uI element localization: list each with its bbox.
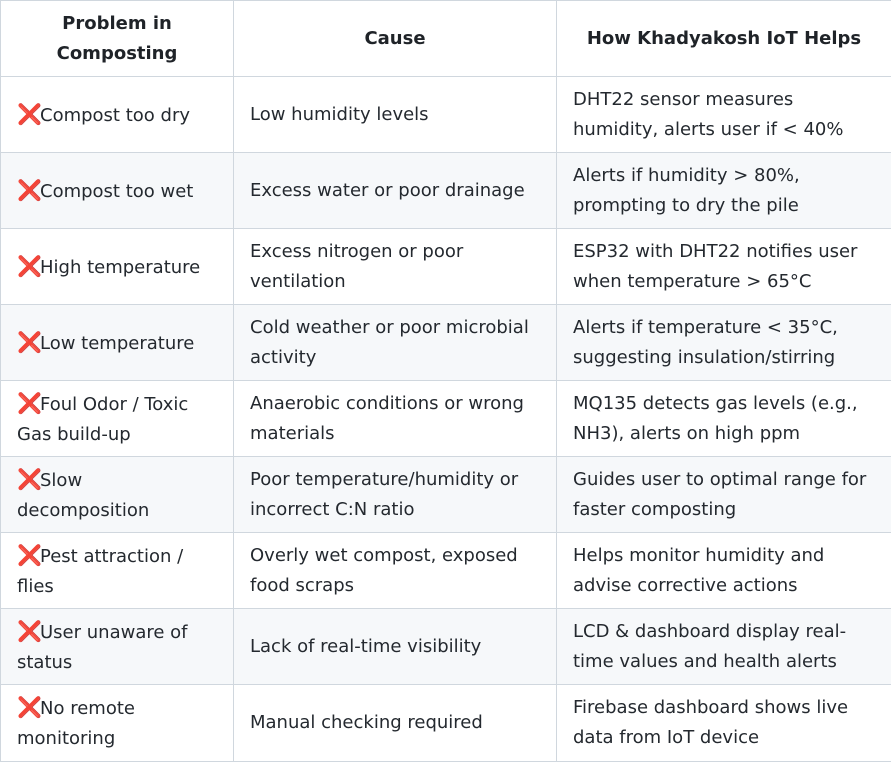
cause-cell: Lack of real-time visibility [234,609,557,685]
help-cell: Alerts if humidity > 80%, prompting to dry the pile [557,153,891,229]
help-cell: Guides user to optimal range for faster composting [557,457,891,533]
table-row [1,533,891,609]
problem-cell [1,153,234,229]
problem-text: User unaware of status [17,621,188,673]
table-row [1,685,891,762]
problem-cell [1,381,234,457]
table-row [1,77,891,153]
table-row [1,153,891,229]
help-cell: Alerts if temperature < 35°C, suggesting insulation/stirring [557,305,891,381]
help-cell: MQ135 detects gas levels (e.g., NH3), alerts on high ppm [557,381,891,457]
cause-cell: Manual checking required [234,685,557,762]
cross-mark-icon: ❌ [17,329,42,354]
problem-text: High temperature [40,256,201,278]
cause-cell: Excess nitrogen or poor ventilation [234,229,557,305]
help-cell: Firebase dashboard shows live data from IoT device [557,685,891,762]
help-cell: DHT22 sensor measures humidity, alerts user if < 40% [557,77,891,153]
cross-mark-icon: ❌ [17,618,42,643]
problem-cell [1,609,234,685]
cross-mark-icon: ❌ [17,390,42,415]
problem-text: Foul Odor / Toxic Gas build-up [17,393,189,445]
cross-mark-icon: ❌ [17,101,42,126]
cause-cell: Anaerobic conditions or wrong materials [234,381,557,457]
header-cause: Cause [234,1,557,77]
help-cell: LCD & dashboard display real-time values and health alerts [557,609,891,685]
problem-cell [1,685,234,762]
cross-mark-icon: ❌ [17,542,42,567]
problem-text: Compost too wet [40,180,194,202]
problem-text: Compost too dry [40,104,190,126]
table-row [1,609,891,685]
help-cell: Helps monitor humidity and advise corrective actions [557,533,891,609]
cross-mark-icon: ❌ [17,695,42,719]
cause-cell: Poor temperature/humidity or incorrect C:N ratio [234,457,557,533]
cause-cell: Cold weather or poor microbial activity [234,305,557,381]
problem-text: No remote monitoring [17,698,135,749]
table-row [1,457,891,533]
problem-cell [1,229,234,305]
cause-cell: Low humidity levels [234,77,557,153]
cross-mark-icon: ❌ [17,253,42,278]
table-row [1,381,891,457]
problem-cell [1,305,234,381]
header-helps: How Khadyakosh IoT Helps [557,1,891,77]
help-cell: ESP32 with DHT22 notifies user when temperature > 65°C [557,229,891,305]
problem-text: Low temperature [40,332,195,354]
header-problem: Problem in Composting [1,1,234,77]
cross-mark-icon: ❌ [17,177,42,202]
header-row [1,1,891,77]
cause-cell: Overly wet compost, exposed food scraps [234,533,557,609]
cause-cell: Excess water or poor drainage [234,153,557,229]
table-row [1,305,891,381]
cross-mark-icon: ❌ [17,466,42,491]
problem-text: Pest attraction / flies [17,545,184,597]
problem-cell [1,457,234,533]
problem-text: Slow decomposition [17,469,150,521]
problem-cell [1,77,234,153]
table-row [1,229,891,305]
problem-cell [1,533,234,609]
